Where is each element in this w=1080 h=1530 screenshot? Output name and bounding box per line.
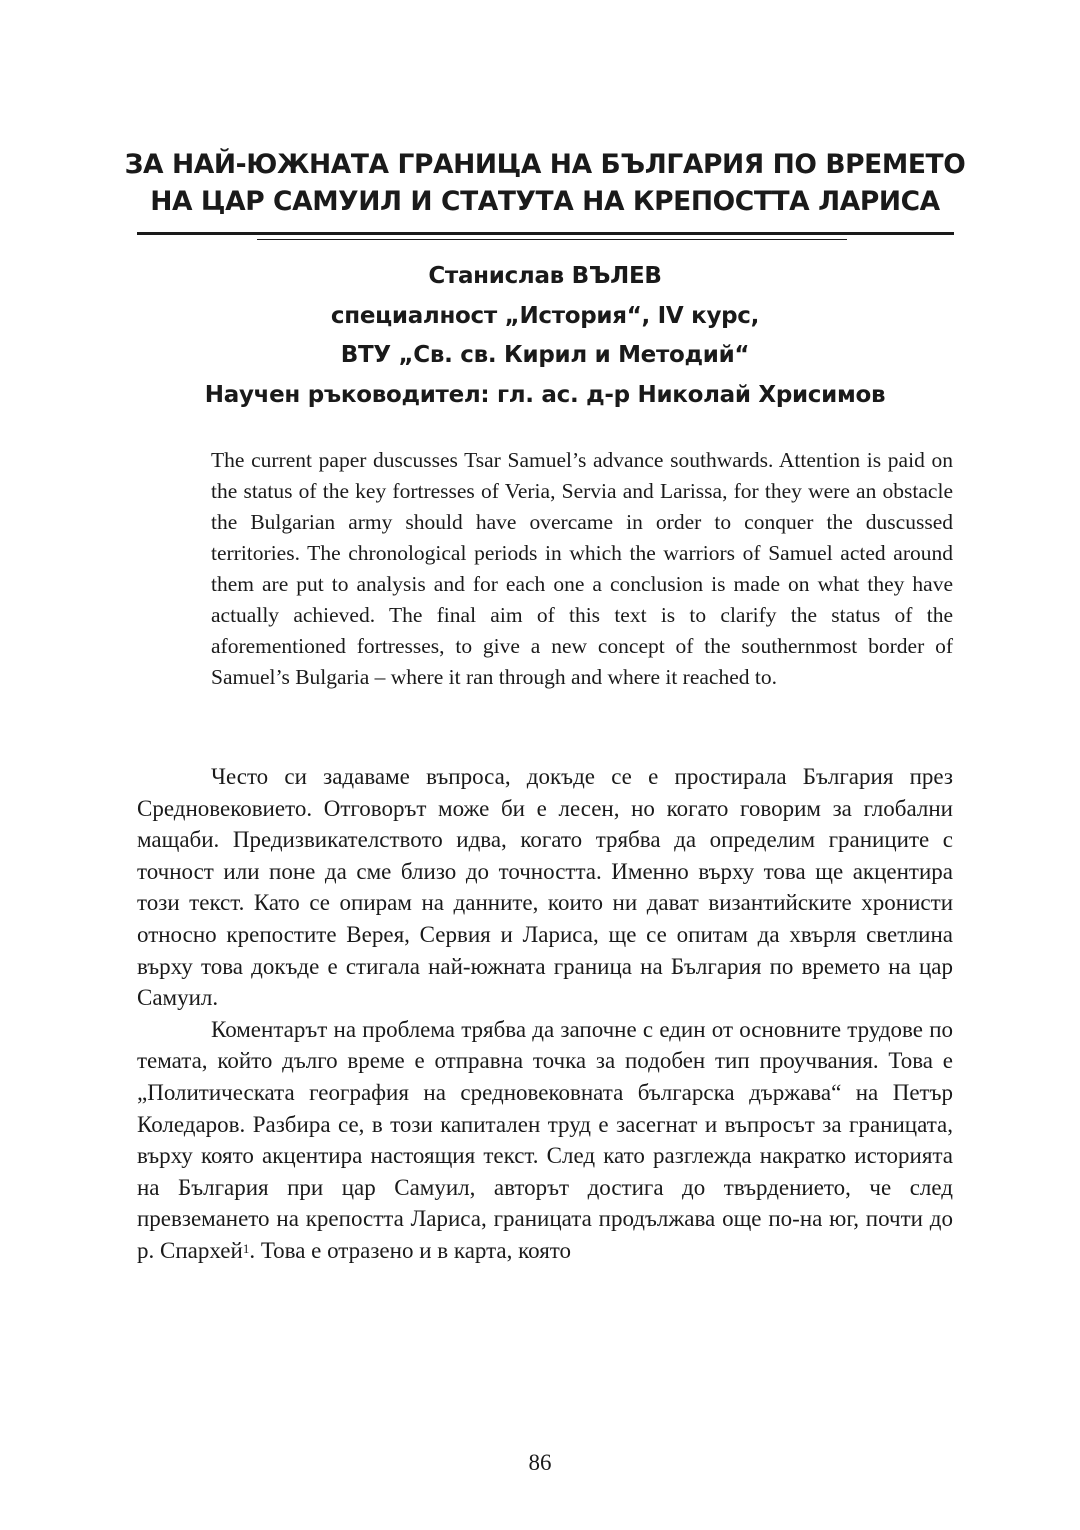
title-rule-thin [257, 239, 847, 240]
author-specialty: специалност „История“, IV курс, [330, 302, 760, 329]
author-name: Станислав ВЪЛЕВ [428, 263, 662, 289]
author-block [100, 257, 990, 415]
paragraph-2-text: Коментарът на проблема трябва да започне с един от основните трудове по темата, който дълго време е отправна точка за подобен тип проучвания. Това е „Политическата география на средновековната българска държава“ на Петър Коледаров. Разбира се, в този капитален труд е засегнат и въпросът за границата, върху която акцентира настоящия текст. След като разглежда накратко историята на България при цар Самуил, авторът достига до твърдението, че след превземането на крепостта Лариса, границата продължава още по-на юг, почти до р. Спархей [137, 1016, 953, 1263]
body-text [137, 761, 953, 1267]
paragraph-2 [137, 1014, 953, 1267]
abstract: The current paper duscusses Tsar Samuel’s advance southwards. Attention is paid on the status of the key fortresses of Veria, Servia and Larissa, for they were an obstacle the Bulgarian army should have overcame in order to conquer the duscussed territories. The chronological periods in which the warriors of Samuel acted around them are put to analysis and for each one a conclusion is made on what they have actually achieved. The final aim of this text is to clarify the status of the aforementioned fortresses, to give a new concept of the southernmost border of Samuel’s Bulgaria – where it ran through and where it reached to. [211, 448, 953, 689]
paragraph-1: Често си задаваме въпроса, докъде се е простирала България през Средновековието. Отговорът може би е лесен, но когато говорим за глобални мащаби. Предизвикателството идва, когато трябва да определим границите с точност или поне да сме близо до точността. Именно върху това ще акцентира този текст. Като се опирам на данните, които ни дават византийските хронисти относно крепостите Верея, Сервия и Лариса, ще се опитам да хвърля светлина върху това докъде е стигала най-южната граница на България по времето на цар Самуил. [137, 764, 953, 1011]
footnote-reference[interactable]: 1 [242, 1240, 250, 1256]
title-rule-thick [137, 232, 954, 235]
page-number: 86 [528, 1450, 552, 1475]
paper-title: ЗА НАЙ-ЮЖНАТА ГРАНИЦА НА БЪЛГАРИЯ ПО ВРЕМЕТО НА ЦАР САМУИЛ И СТАТУТА НА КРЕПОСТТА ЛАРИСА [124, 149, 966, 217]
author-university: ВТУ „Св. св. Кирил и Методий“ [340, 342, 750, 368]
paragraph-2-tail: . Това е отразено и в карта, която [249, 1237, 572, 1263]
supervisor: Научен ръководител: гл. ас. д-р Николай Хрисимов [204, 381, 886, 408]
